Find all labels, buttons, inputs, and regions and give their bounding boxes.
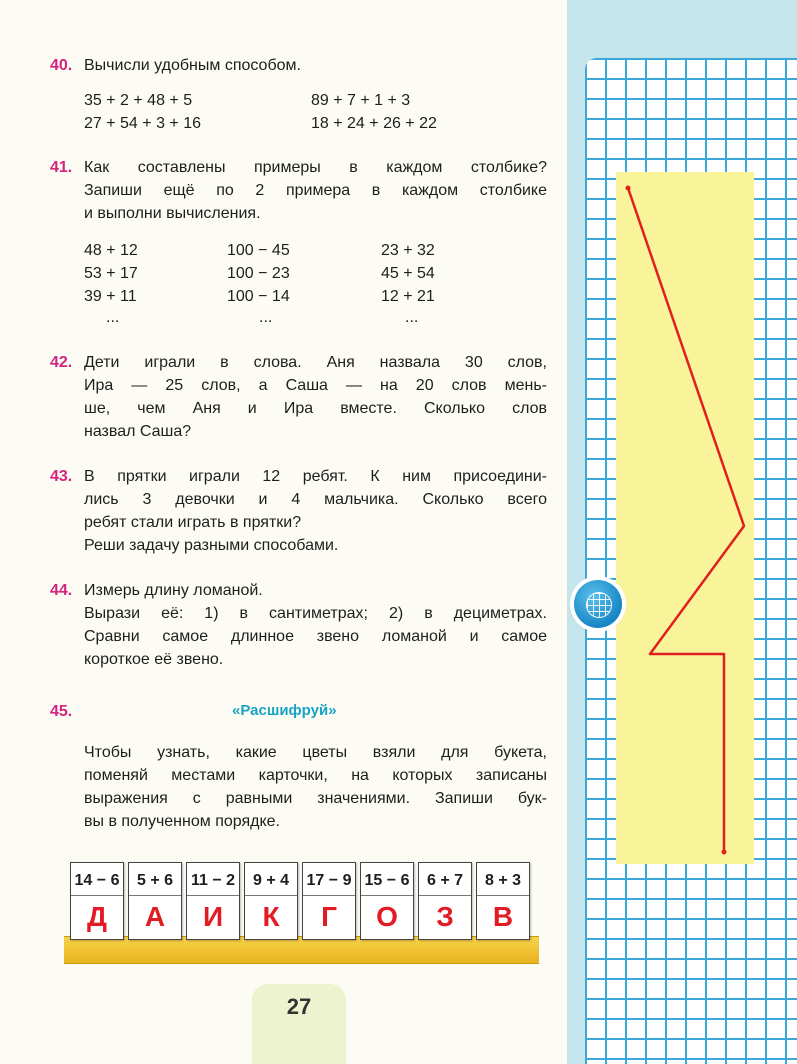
page-number: 27 [286, 994, 312, 1019]
task-text-line: Сравни самое длинное звено ломаной и самое [84, 628, 547, 645]
card-letter: К [262, 901, 280, 932]
broken-line-start [626, 186, 631, 191]
task-text-line: Чтобы узнать, какие цветы взяли для букета, [84, 744, 547, 761]
task-number: 42. [50, 354, 73, 371]
card-letter: О [376, 901, 398, 932]
column-item: ... [405, 309, 419, 326]
card[interactable] [70, 862, 124, 940]
task-text-line: Ира — 25 слов, а Саша — на 20 слов мень- [84, 377, 547, 394]
card[interactable] [186, 862, 240, 940]
column-item: 45 + 54 [381, 265, 435, 282]
task-text-line: ше, чем Аня и Ира вместе. Сколько слов [84, 400, 547, 417]
task-text-line: короткое её звено. [84, 651, 224, 668]
page-number-tab [252, 984, 346, 1064]
task-number: 44. [50, 582, 73, 599]
task-44 [50, 579, 84, 602]
task-text-line: поменяй местами карточки, на которых записаны [84, 767, 547, 784]
column-item: 53 + 17 [84, 265, 138, 282]
task-text-line: вы в полученном порядке. [84, 813, 280, 830]
task-43 [50, 465, 84, 488]
column-item: 100 − 14 [227, 288, 290, 305]
task-text-line: назвал Саша? [84, 423, 192, 440]
task-text-line: лись 3 девочки и 4 мальчика. Сколько всего [84, 491, 547, 508]
column-item: 39 + 11 [84, 288, 137, 305]
task-text-line: выражения с равными значениями. Запиши бук- [84, 790, 547, 807]
expression: 18 + 24 + 26 + 22 [311, 115, 437, 132]
column-item: 23 + 32 [381, 242, 435, 259]
task-text-line: Вырази её: 1) в сантиметрах; 2) в дециметрах. [84, 605, 547, 622]
task-number: 40. [50, 57, 73, 74]
task-number: 45. [50, 703, 73, 720]
card[interactable] [128, 862, 182, 940]
card-expression: 11 − 2 [187, 867, 239, 896]
card-expression: 8 + 3 [477, 867, 529, 896]
card-letter: Д [87, 901, 107, 932]
card-expression: 5 + 6 [129, 867, 181, 896]
card-expression: 6 + 7 [419, 867, 471, 896]
task-text: Вычисли удобным способом. [84, 57, 301, 74]
grid-globe-icon [574, 580, 622, 628]
card-expression: 14 − 6 [71, 867, 123, 896]
task-45 [50, 700, 84, 723]
task-title: «Расшифруй» [232, 702, 337, 719]
column-item: ... [259, 309, 273, 326]
broken-line-path [628, 188, 744, 852]
task-text-line: Как составлены примеры в каждом столбике? [84, 159, 547, 176]
card-letter: И [202, 901, 224, 932]
column-item: 48 + 12 [84, 242, 138, 259]
card-letter: Г [321, 901, 337, 932]
card-stand [64, 936, 539, 964]
task-text-line: Дети играли в слова. Аня назвала 30 слов, [84, 354, 547, 371]
task-text-line: ребят стали играть в прятки? [84, 514, 302, 531]
card-letter: В [492, 901, 514, 932]
card[interactable] [244, 862, 298, 940]
task-text-line: В прятки играли 12 ребят. К ним присоедини- [84, 468, 547, 485]
column-item: 100 − 45 [227, 242, 290, 259]
task-number: 43. [50, 468, 73, 485]
expression: 35 + 2 + 48 + 5 [84, 92, 193, 109]
task-number: 41. [50, 159, 73, 176]
column-item: ... [106, 309, 120, 326]
task-text-line: Реши задачу разными способами. [84, 537, 339, 554]
task-40 [50, 54, 301, 77]
card-letter: А [144, 901, 166, 932]
expression: 89 + 7 + 1 + 3 [311, 92, 411, 109]
card-expression: 17 − 9 [303, 867, 355, 896]
card[interactable] [360, 862, 414, 940]
task-41 [50, 156, 84, 179]
card-letter: З [436, 901, 454, 932]
card[interactable] [476, 862, 530, 940]
card-expression: 9 + 4 [245, 867, 297, 896]
card[interactable] [418, 862, 472, 940]
card[interactable] [302, 862, 356, 940]
column-item: 12 + 21 [381, 288, 435, 305]
card-expression: 15 − 6 [361, 867, 413, 896]
expression: 27 + 54 + 3 + 16 [84, 115, 201, 132]
task-text-line: и выполни вычисления. [84, 205, 261, 222]
column-item: 100 − 23 [227, 265, 290, 282]
task-42 [50, 351, 84, 374]
task-text-line: Запиши ещё по 2 примера в каждом столбике [84, 182, 547, 199]
broken-line-end [722, 850, 727, 855]
task-text-line: Измерь длину ломаной. [84, 582, 263, 599]
